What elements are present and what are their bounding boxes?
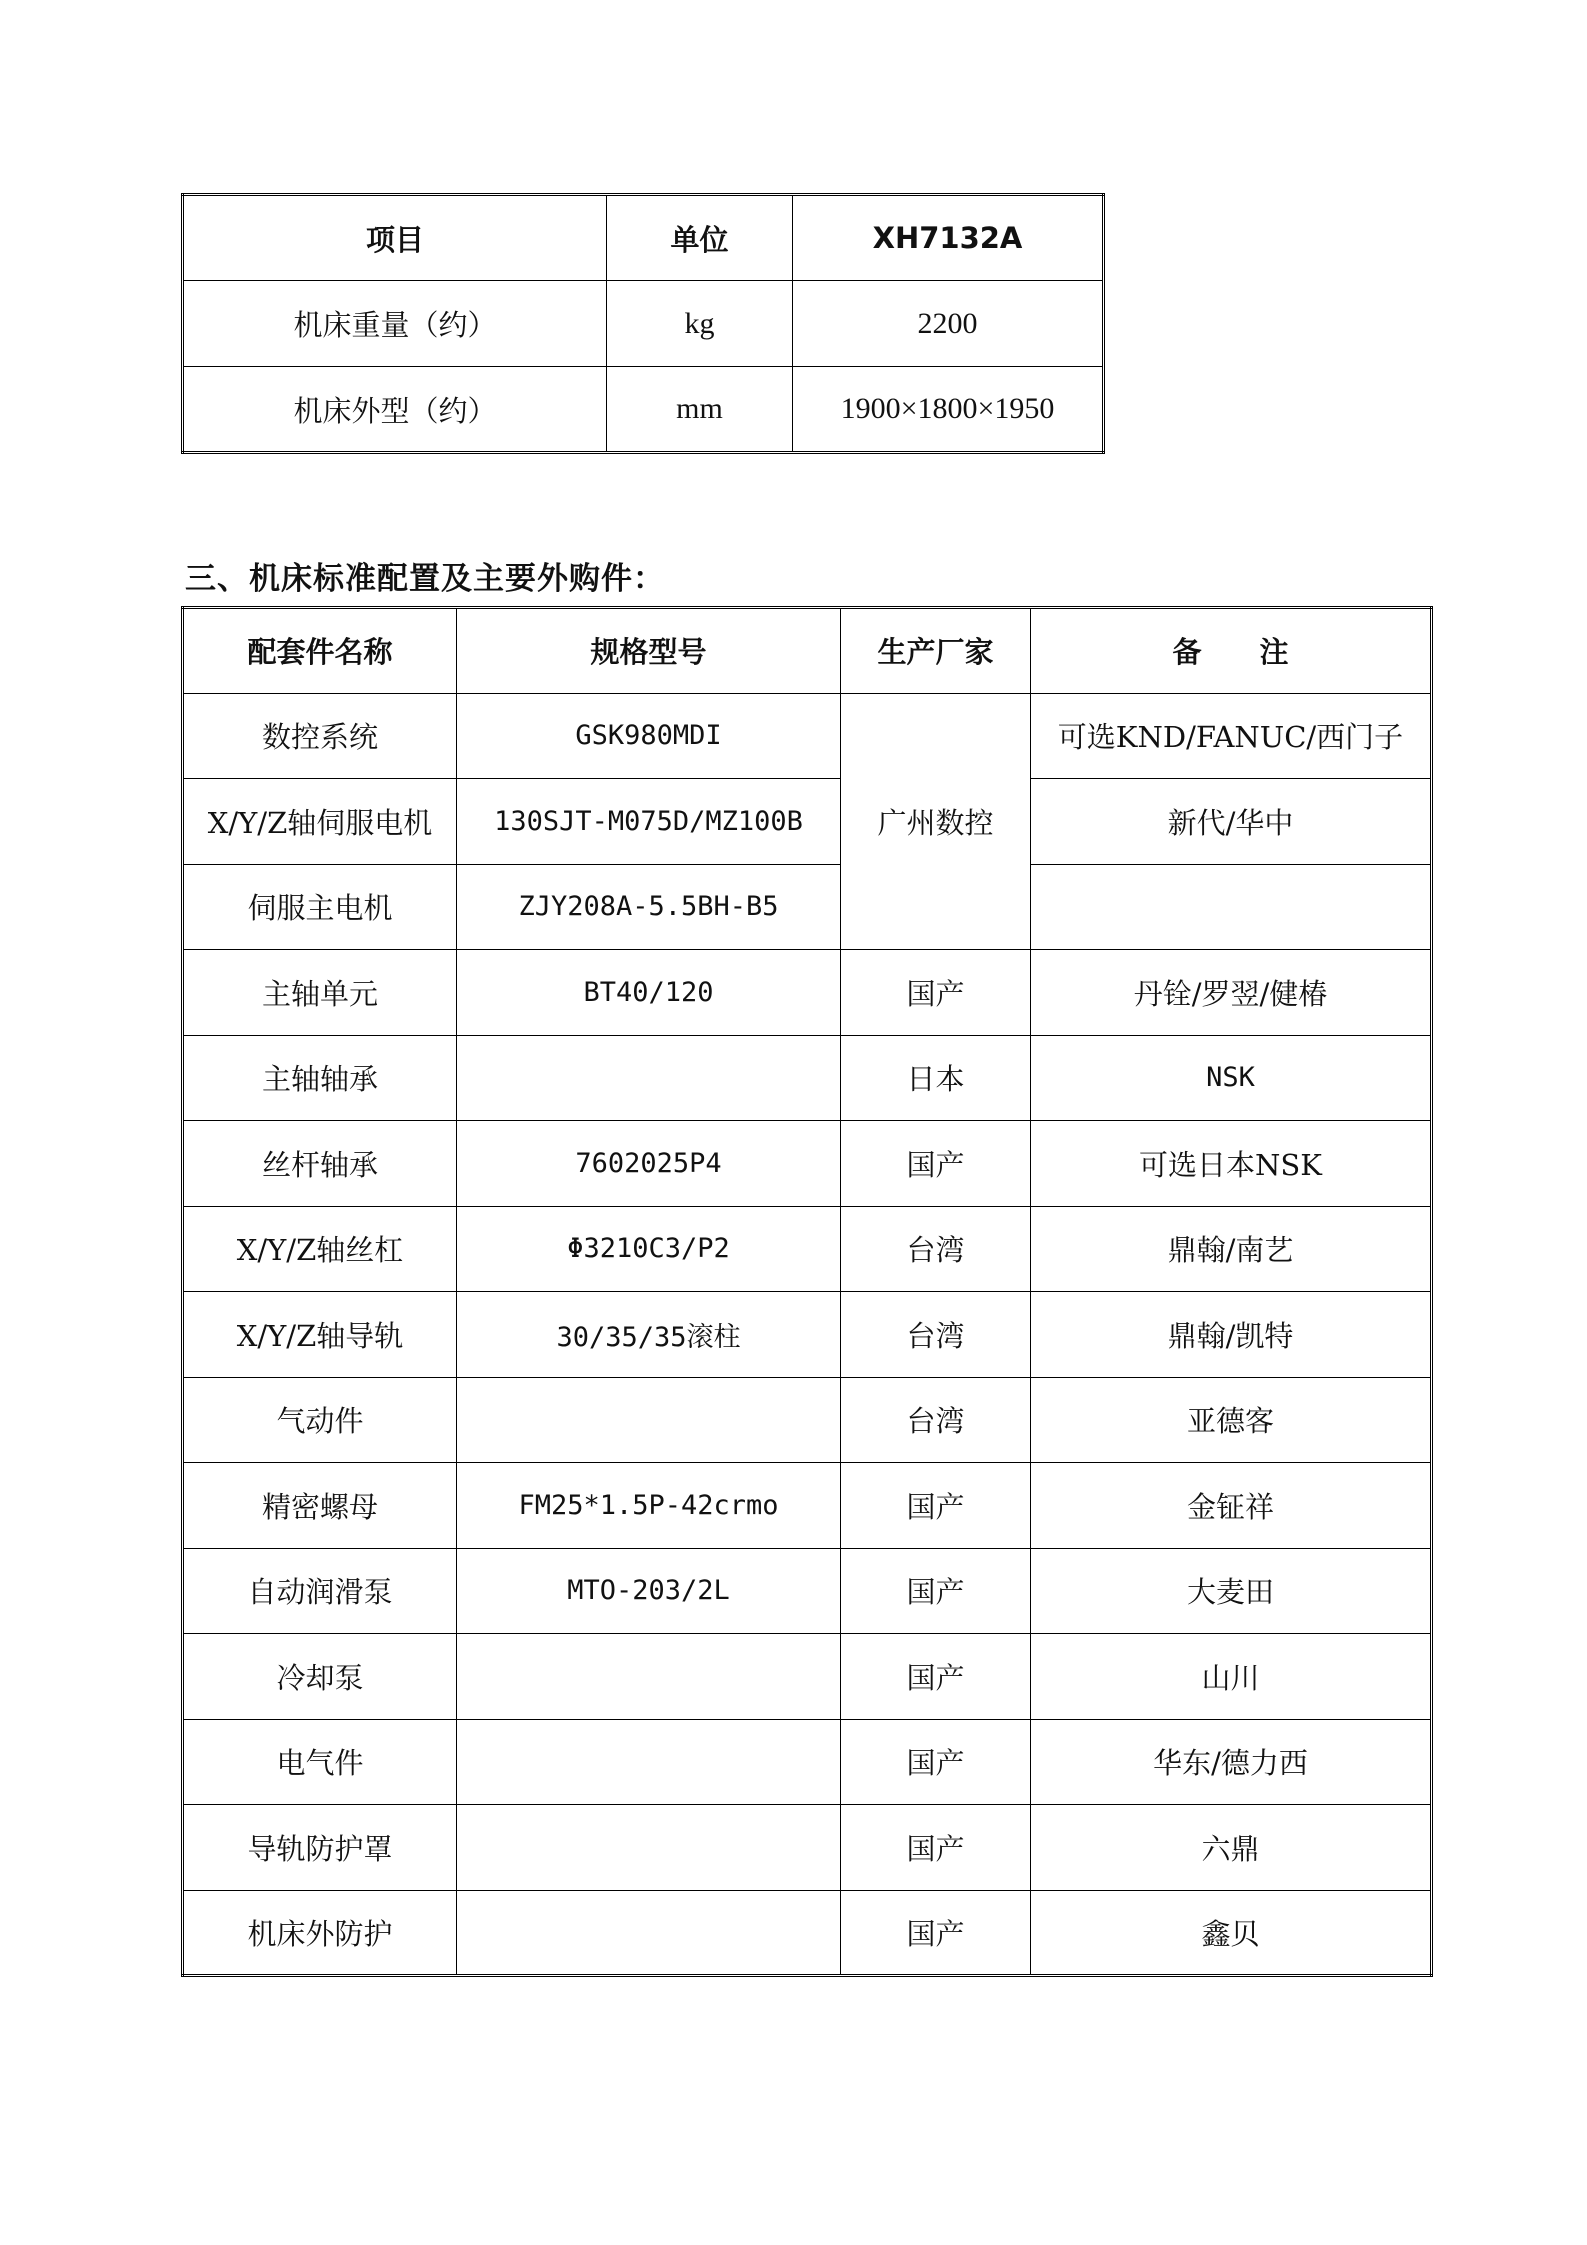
config-cell-spec [457, 1890, 841, 1976]
config-cell-remarks: 亚德客 [1031, 1377, 1432, 1463]
config-cell-spec: 7602025P4 [457, 1121, 841, 1207]
table-row [183, 864, 1432, 950]
config-cell-part-name: 自动润滑泵 [183, 1548, 457, 1634]
table-row [183, 693, 1432, 779]
table-row [183, 1719, 1432, 1805]
config-cell-remarks: 鼎翰/南艺 [1031, 1206, 1432, 1292]
spec-cell-unit: kg [607, 281, 793, 367]
config-cell-part-name: 导轨防护罩 [183, 1805, 457, 1891]
config-cell-spec: 30/35/35滚柱 [457, 1292, 841, 1378]
config-cell-part-name: 气动件 [183, 1377, 457, 1463]
config-table [181, 606, 1433, 1977]
config-cell-remarks: 鑫贝 [1031, 1890, 1432, 1976]
config-cell-maker: 日本 [841, 1035, 1031, 1121]
config-cell-remarks: 金钲祥 [1031, 1463, 1432, 1549]
config-cell-maker-merged: 广州数控 [841, 693, 1031, 950]
config-cell-remarks: 可选日本NSK [1031, 1121, 1432, 1207]
spec-cell-value: 1900×1800×1950 [793, 367, 1104, 453]
config-cell-maker: 台湾 [841, 1292, 1031, 1378]
config-cell-spec: MTO-203/2L [457, 1548, 841, 1634]
config-cell-part-name: X/Y/Z轴丝杠 [183, 1206, 457, 1292]
config-header-row [183, 608, 1432, 694]
spec-row-dimensions [183, 367, 1104, 453]
config-cell-part-name: 主轴单元 [183, 950, 457, 1036]
config-cell-remarks: 丹铨/罗翌/健椿 [1031, 950, 1432, 1036]
config-cell-spec [457, 1377, 841, 1463]
config-cell-remarks: NSK [1031, 1035, 1432, 1121]
config-header-remarks: 备 注 [1031, 608, 1432, 694]
config-cell-part-name: 机床外防护 [183, 1890, 457, 1976]
spec-header-item: 项目 [183, 195, 607, 281]
spec-cell-item: 机床外型（约） [183, 367, 607, 453]
table-row [183, 1634, 1432, 1720]
config-cell-maker: 国产 [841, 1890, 1031, 1976]
section-title: 三、机床标准配置及主要外购件： [185, 561, 665, 597]
table-row [183, 1206, 1432, 1292]
spec-cell-value: 2200 [793, 281, 1104, 367]
config-cell-remarks: 华东/德力西 [1031, 1719, 1432, 1805]
spec-row-weight [183, 281, 1104, 367]
config-header-maker: 生产厂家 [841, 608, 1031, 694]
config-cell-maker: 国产 [841, 1719, 1031, 1805]
config-cell-part-name: X/Y/Z轴导轨 [183, 1292, 457, 1378]
table-row [183, 1035, 1432, 1121]
config-cell-remarks: 可选KND/FANUC/西门子 [1031, 693, 1432, 779]
config-cell-spec [457, 1634, 841, 1720]
config-cell-maker: 国产 [841, 1548, 1031, 1634]
config-cell-part-name: 主轴轴承 [183, 1035, 457, 1121]
table-row [183, 1805, 1432, 1891]
config-cell-part-name: 伺服主电机 [183, 864, 457, 950]
config-cell-spec [457, 1805, 841, 1891]
config-cell-part-name: 数控系统 [183, 693, 457, 779]
config-cell-part-name: 电气件 [183, 1719, 457, 1805]
config-cell-spec: 130SJT-M075D/MZ100B [457, 779, 841, 865]
config-cell-spec [457, 1719, 841, 1805]
config-cell-remarks: 大麦田 [1031, 1548, 1432, 1634]
config-cell-maker: 国产 [841, 1121, 1031, 1207]
config-cell-remarks: 六鼎 [1031, 1805, 1432, 1891]
config-cell-part-name: 丝杆轴承 [183, 1121, 457, 1207]
table-row [183, 1121, 1432, 1207]
config-cell-part-name: 冷却泵 [183, 1634, 457, 1720]
table-row [183, 1377, 1432, 1463]
spec-header-model: XH7132A [793, 195, 1104, 281]
spec-table [181, 193, 1105, 454]
config-cell-spec [457, 1035, 841, 1121]
table-row [183, 1292, 1432, 1378]
config-cell-spec: Φ3210C3/P2 [457, 1206, 841, 1292]
config-cell-maker: 台湾 [841, 1206, 1031, 1292]
config-cell-spec: ZJY208A-5.5BH-B5 [457, 864, 841, 950]
spec-header-unit: 单位 [607, 195, 793, 281]
config-cell-spec: GSK980MDI [457, 693, 841, 779]
config-cell-maker: 国产 [841, 950, 1031, 1036]
table-row [183, 779, 1432, 865]
table-row [183, 1548, 1432, 1634]
spec-header-row [183, 195, 1104, 281]
spec-cell-unit: mm [607, 367, 793, 453]
config-cell-remarks: 新代/华中 [1031, 779, 1432, 865]
config-cell-remarks: 鼎翰/凯特 [1031, 1292, 1432, 1378]
config-header-part-name: 配套件名称 [183, 608, 457, 694]
config-cell-part-name: 精密螺母 [183, 1463, 457, 1549]
config-cell-remarks: 山川 [1031, 1634, 1432, 1720]
config-cell-maker: 国产 [841, 1634, 1031, 1720]
config-cell-part-name: X/Y/Z轴伺服电机 [183, 779, 457, 865]
config-cell-maker: 台湾 [841, 1377, 1031, 1463]
config-header-spec: 规格型号 [457, 608, 841, 694]
table-row [183, 1890, 1432, 1976]
spec-cell-item: 机床重量（约） [183, 281, 607, 367]
config-cell-maker: 国产 [841, 1805, 1031, 1891]
config-cell-spec: FM25*1.5P-42crmo [457, 1463, 841, 1549]
table-row [183, 1463, 1432, 1549]
table-row [183, 950, 1432, 1036]
config-cell-maker: 国产 [841, 1463, 1031, 1549]
config-cell-remarks [1031, 864, 1432, 950]
config-cell-spec: BT40/120 [457, 950, 841, 1036]
